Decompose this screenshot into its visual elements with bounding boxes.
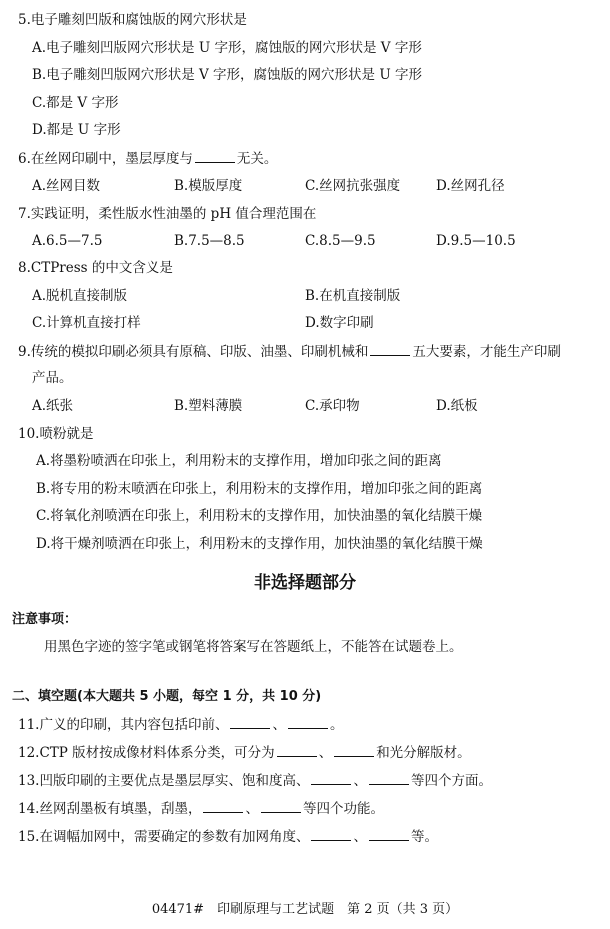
q12-mid: 、 (318, 745, 333, 761)
q7-stem: 7.实践证明，柔性版水性油墨的 pH 值合理范围在 (18, 206, 317, 222)
q11 (18, 714, 343, 735)
q7-option-b: B.7.5—8.5 (174, 233, 245, 249)
q15-blank-2 (369, 826, 409, 841)
q9-stem-post: 五大要素，才能生产印刷 (412, 344, 561, 360)
q9-option-c: C.承印物 (305, 398, 360, 414)
q9-option-b: B.塑料薄膜 (174, 398, 243, 414)
q10-option-a: A.将墨粉喷洒在印张上，利用粉末的支撑作用，增加印张之间的距离 (36, 453, 442, 469)
q8-option-b: B.在机直接制版 (305, 288, 401, 304)
q11-blank-1 (230, 714, 270, 729)
q5-option-b: B.电子雕刻凹版网穴形状是 V 字形，腐蚀版的网穴形状是 U 字形 (32, 67, 423, 83)
q5-option-c: C.都是 V 字形 (32, 95, 119, 111)
q6-stem (18, 148, 277, 169)
q14-pre: 14.丝网刮墨板有填墨，刮墨， (18, 801, 202, 817)
q9-stem (18, 341, 561, 362)
q7-option-c: C.8.5—9.5 (305, 233, 376, 249)
q8-option-a: A.脱机直接制版 (32, 288, 128, 304)
q6-stem-post: 无关。 (236, 151, 278, 167)
q6-option-c: C.丝网抗张强度 (305, 178, 401, 194)
q7-option-d: D.9.5—10.5 (436, 233, 516, 249)
q9-option-a: A.纸张 (32, 398, 74, 414)
q13-pre: 13.凹版印刷的主要优点是墨层厚实、饱和度高、 (18, 773, 310, 789)
q11-post: 。 (329, 717, 344, 733)
page-footer: 04471# 印刷原理与工艺试题 第 2 页（共 3 页） (151, 902, 459, 917)
q11-pre: 11.广义的印刷，其内容包括印前、 (18, 717, 229, 733)
q9-stem-pre: 9.传统的模拟印刷必须具有原稿、印版、油墨、印刷机械和 (18, 344, 369, 360)
q6-option-b: B.模版厚度 (174, 178, 243, 194)
q8-option-d: D.数字印刷 (305, 315, 374, 331)
part2-heading: 二、填空题(本大题共 5 小题，每空 1 分，共 10 分) (12, 689, 322, 704)
q13-post: 等四个方面。 (410, 773, 492, 789)
q6-option-a: A.丝网目数 (32, 178, 101, 194)
q13-blank-2 (369, 770, 409, 785)
q9-stem-line2: 产品。 (32, 370, 73, 386)
q14 (18, 798, 384, 819)
q8-option-c: C.计算机直接打样 (32, 315, 141, 331)
q7-option-a: A.6.5—7.5 (32, 233, 103, 249)
q5-option-a: A.电子雕刻凹版网穴形状是 U 字形，腐蚀版的网穴形状是 V 字形 (32, 40, 422, 56)
notice-label: 注意事项： (12, 612, 78, 627)
q9-option-d: D.纸板 (436, 398, 478, 414)
q8-stem: 8.CTPress 的中文含义是 (18, 260, 173, 276)
q13-blank-1 (311, 770, 351, 785)
q15-post: 等。 (410, 829, 438, 845)
q10-option-c: C.将氧化剂喷洒在印张上，利用粉末的支撑作用，加快油墨的氧化结膜干燥 (36, 508, 483, 524)
q15 (18, 826, 438, 847)
q5-stem: 5.电子雕刻凹版和腐蚀版的网穴形状是 (18, 12, 247, 28)
q13 (18, 770, 492, 791)
q15-blank-1 (311, 826, 351, 841)
q6-blank (195, 148, 235, 163)
q14-mid: 、 (245, 801, 259, 817)
q10-option-b: B.将专用的粉末喷洒在印张上，利用粉末的支撑作用，增加印张之间的距离 (36, 481, 483, 497)
q13-mid: 、 (353, 773, 367, 789)
q6-option-d: D.丝网孔径 (436, 178, 505, 194)
q6-stem-pre: 6.在丝网印刷中，墨层厚度与 (18, 151, 193, 167)
q10-stem: 10.喷粉就是 (18, 426, 94, 442)
q14-blank-2 (261, 798, 301, 813)
q14-blank-1 (203, 798, 243, 813)
q12-blank-2 (334, 742, 374, 757)
q9-blank (370, 341, 410, 356)
q12-pre: 12.CTP 版材按成像材料体系分类，可分为 (18, 745, 275, 761)
q15-pre: 15.在调幅加网中，需要确定的参数有加网角度、 (18, 829, 310, 845)
q12 (18, 742, 471, 763)
q5-option-d: D.都是 U 字形 (32, 122, 121, 138)
q11-mid: 、 (272, 717, 286, 733)
q11-blank-2 (288, 714, 328, 729)
q14-post: 等四个功能。 (302, 801, 384, 817)
notice-text: 用黑色字迹的签字笔或钢笔将答案写在答题纸上，不能答在试题卷上。 (44, 639, 463, 655)
q12-blank-1 (277, 742, 317, 757)
section-title: 非选择题部分 (254, 573, 356, 593)
q15-mid: 、 (353, 829, 367, 845)
q10-option-d: D.将干燥剂喷洒在印张上，利用粉末的支撑作用，加快油墨的氧化结膜干燥 (36, 536, 483, 552)
q12-post: 和光分解版材。 (376, 745, 471, 761)
